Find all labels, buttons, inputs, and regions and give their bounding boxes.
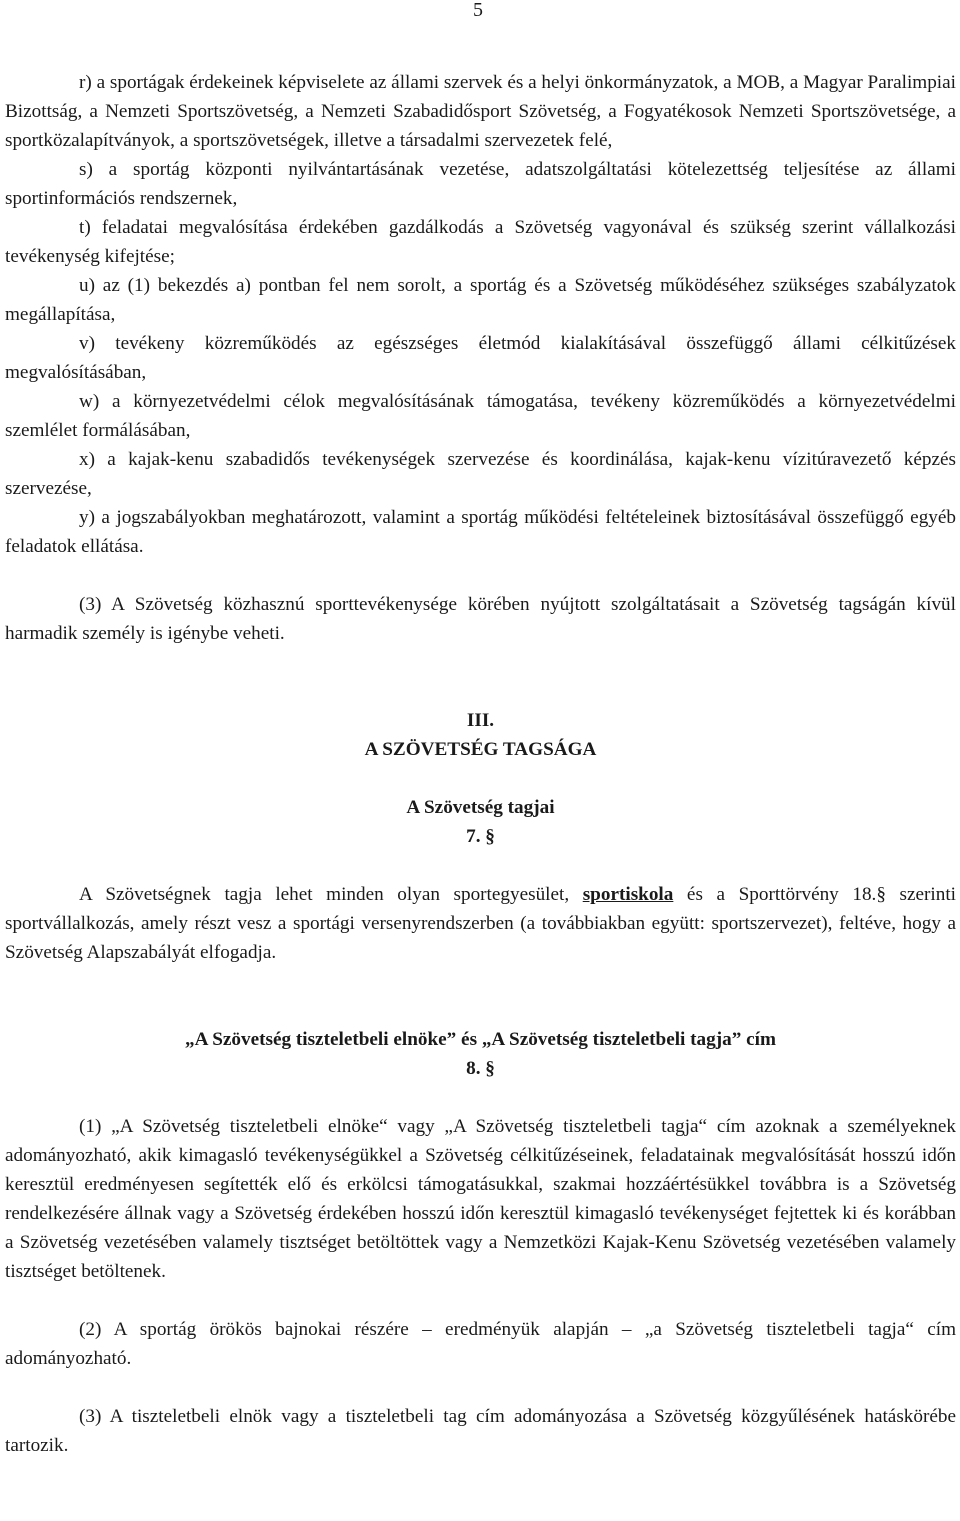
list-item: x) a kajak-kenu szabadidős tevékenységek szervezése és koordinálása, kajak-kenu vízitúravezető képzés szervezése, <box>5 449 956 499</box>
page-body <box>5 68 956 1460</box>
sportiskola-link[interactable]: sportiskola <box>582 884 674 905</box>
page-number: 5 <box>473 0 483 21</box>
chapter-number: III. <box>466 710 495 731</box>
list-item: w) a környezetvédelmi célok megvalósításának támogatása, tevékeny közreműködés a környezetvédelmi szemlélet formálásában, <box>5 391 956 441</box>
chapter-title: A SZÖVETSÉG TAGSÁGA <box>364 739 597 760</box>
section-title: A Szövetség tagjai <box>406 797 555 818</box>
section-number: 8. § <box>466 1058 495 1079</box>
list-item: y) a jogszabályokban meghatározott, valamint a sportág működési feltételeinek biztosításával összefüggő egyéb feladatok ellátása. <box>5 507 956 557</box>
section-8-paragraph-1: (1) „A Szövetség tiszteletbeli elnöke“ vagy „A Szövetség tiszteletbeli tagja“ cím azoknak a személyeknek adományozható, akik kimagasló tevékenységükkel a Szövetség célkitűzéseinek, feladatainak megvalósítását hosszú időn keresztül eredményesen segítették elő és erkölcsi támogatásukkal, szakmai hozzáértésükkel továbbra is a Szövetség rendelkezésére állnak vagy a Szövetség érdekében hosszú időn keresztül kimagasló tevékenységet fejtettek ki és korábban a Szövetség vezetésében valamely tisztséget betöltöttek vagy a Nemzetközi Kajak-Kenu Szövetség vezetésében valamely tisztséget betöltenek. <box>5 1116 956 1282</box>
section-8-paragraph-2: (2) A sportág örökös bajnokai részére – eredményük alapján – „a Szövetség tiszteletbeli tagja“ cím adományozható. <box>5 1319 956 1369</box>
section-7-text-start: A Szövetségnek tagja lehet minden olyan sportegyesület, <box>79 884 583 905</box>
list-item: r) a sportágak érdekeinek képviselete az állami szervek és a helyi önkormányzatok, a MOB, a Magyar Paralimpiai Bizottság, a Nemzeti Sportszövetség, a Nemzeti Szabadidősport Szövetség, a Fogyatékosok Nemzeti Sportszövetsége, a sportközalapítványok, a sportszövetségek, illetve a társadalmi szervezetek felé, <box>5 72 956 151</box>
section-number: 7. § <box>466 826 495 847</box>
section-7-text <box>5 880 956 967</box>
task-list <box>5 68 956 561</box>
list-item: v) tevékeny közreműködés az egészséges életmód kialakításával összefüggő állami célkitűzések megvalósításában, <box>5 333 956 383</box>
list-item: s) a sportág központi nyilvántartásának vezetése, adatszolgáltatási kötelezettség teljesítése az állami sportinformációs rendszernek, <box>5 159 956 209</box>
section-title: „A Szövetség tiszteletbeli elnöke” és „A Szövetség tiszteletbeli tagja” cím <box>185 1029 776 1050</box>
list-item: t) feladatai megvalósítása érdekében gazdálkodás a Szövetség vagyonával és szükség szerint vállalkozási tevékenység kifejtése; <box>5 217 956 267</box>
section-8-paragraph-3: (3) A tiszteletbeli elnök vagy a tiszteletbeli tag cím adományozása a Szövetség közgyűlésének hatáskörébe tartozik. <box>5 1406 956 1456</box>
list-item: u) az (1) bekezdés a) pontban fel nem sorolt, a sportág és a Szövetség működéséhez szükséges szabályzatok megállapítása, <box>5 275 956 325</box>
section-7-text-end: és a Sporttörvény 18.§ szerinti sportvállalkozás, amely részt vesz a sportági versenyrendszerben (a továbbiakban együtt: sportszervezet), feltéve, hogy a Szövetség Alapszabályát elfogadja. <box>5 884 956 963</box>
paragraph-3: (3) A Szövetség közhasznú sporttevékenysége körében nyújtott szolgáltatásait a Szövetség tagságán kívül harmadik személy is igénybe veheti. <box>5 594 956 644</box>
